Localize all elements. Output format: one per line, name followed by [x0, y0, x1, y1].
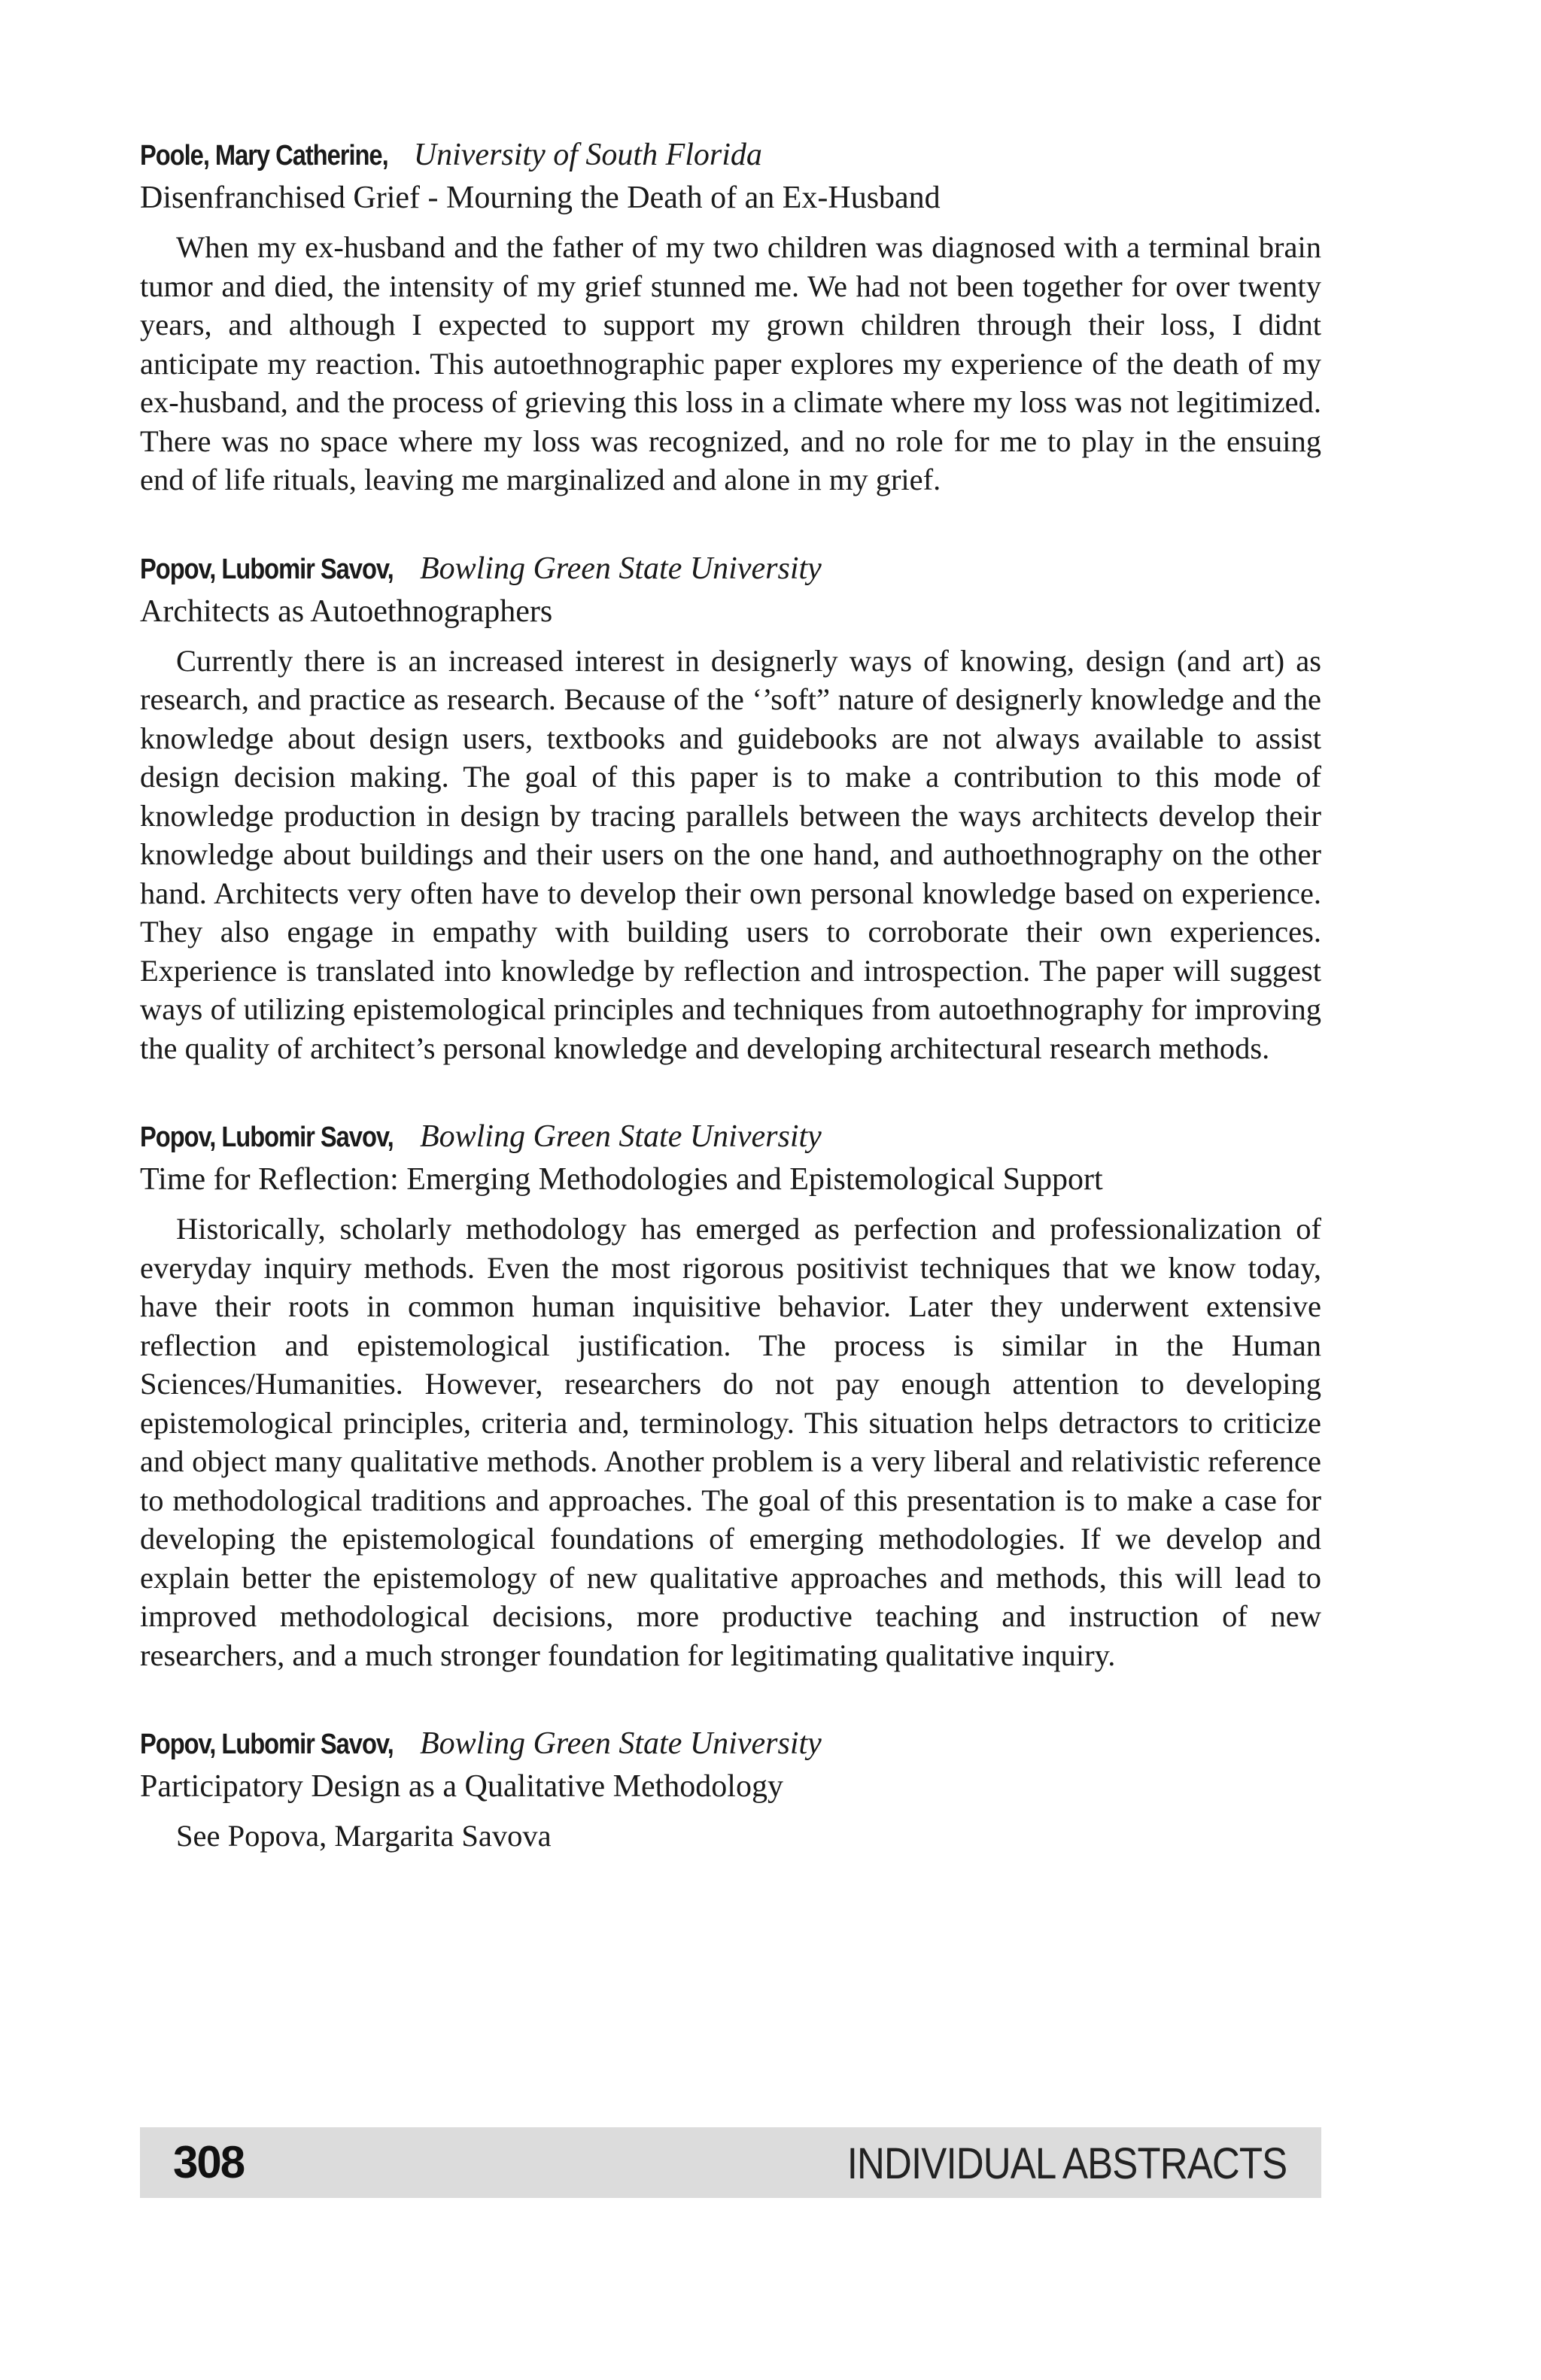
abstracts-page: [140, 134, 1321, 1904]
author-affiliation: Bowling Green State University: [419, 1119, 822, 1154]
abstract-body: Historically, scholarly methodology has emerged as perfection and professionalization of everyday inquiry methods. Even the most rigorous positivist techniques that we know today, have their roots in common human inquisitive behavior. Later they underwent extensive reflection and epistemological justification. The process is similar in the Human Sciences/Humanities. However, researchers do not pay enough attention to developing epistemological principles, criteria and, terminology. This situation helps detractors to criticize and object many qualitative methods. Another problem is a very liberal and relativistic reference to methodological traditions and approaches. The goal of this presentation is to make a case for developing the epistemological foundations of emerging methodologies. If we develop and explain better the epistemology of new qualitative approaches and methods, this will lead to improved methodological decisions, more productive teaching and instruction of new researchers, and a much stronger foundation for legitimating qualitative inquiry.: [140, 1212, 1321, 1672]
abstract-body: Currently there is an increased interest in designerly ways of knowing, design (and art) as research, and practice as research. Because of the ‘’soft” nature of designerly knowledge and the knowledge about design users, textbooks and guidebooks are not always available to assist design decision making. The goal of this paper is to make a contribution to this mode of knowledge production in design by tracing parallels between the ways architects develop their knowledge about buildings and their users on the one hand, and authoethnography on the other hand. Architects very often have to develop their own personal knowledge based on experience. They also engage in empathy with building users to corroborate their own experiences. Experience is translated into knowledge by reflection and introspection. The paper will suggest ways of utilizing epistemological principles and techniques from autoethnography for improving the quality of architect’s personal knowledge and developing architectural research methods.: [140, 643, 1321, 1065]
author-line: [140, 1723, 1321, 1765]
page-number: 308: [173, 2137, 245, 2187]
author-line: [140, 134, 1321, 177]
author-affiliation: University of South Florida: [413, 138, 762, 172]
author-name: Poole, Mary Catherine,: [140, 140, 388, 172]
author-affiliation: Bowling Green State University: [419, 1726, 822, 1761]
author-name: Popov, Lubomir Savov,: [140, 553, 394, 585]
abstract-entry: [140, 1116, 1321, 1674]
abstract-entry: [140, 1723, 1321, 1856]
author-name: Popov, Lubomir Savov,: [140, 1122, 394, 1153]
abstract-title: Disenfranchised Grief - Mourning the Death of an Ex-Husband: [140, 181, 941, 215]
section-label: INDIVIDUAL ABSTRACTS: [846, 2139, 1287, 2188]
author-line: [140, 1116, 1321, 1158]
abstract-body: See Popova, Margarita Savova: [176, 1819, 552, 1853]
author-name: Popov, Lubomir Savov,: [140, 1729, 394, 1760]
author-affiliation: Bowling Green State University: [419, 551, 822, 586]
abstract-body: When my ex-husband and the father of my two children was diagnosed with a terminal brain tumor and died, the intensity of my grief stunned me. We had not been together for over twenty years, and although I expected to support my grown children through their loss, I didnt anticipate my reaction. This autoethnographic paper explores my experience of the death of my ex-husband, and the process of grieving this loss in a climate where my loss was not legitimized. There was no space where my loss was recognized, and no role for me to play in the ensuing end of life rituals, leaving me marginalized and alone in my grief.: [140, 230, 1321, 496]
abstract-title: Architects as Autoethnographers: [140, 593, 553, 629]
abstract-title: Time for Reflection: Emerging Methodologies and Epistemological Support: [140, 1162, 1103, 1197]
author-line: [140, 548, 1321, 590]
abstract-entry: [140, 134, 1321, 499]
abstract-title: Participatory Design as a Qualitative Methodology: [140, 1769, 783, 1804]
abstract-entry: [140, 548, 1321, 1068]
page-footer: [140, 2127, 1321, 2198]
